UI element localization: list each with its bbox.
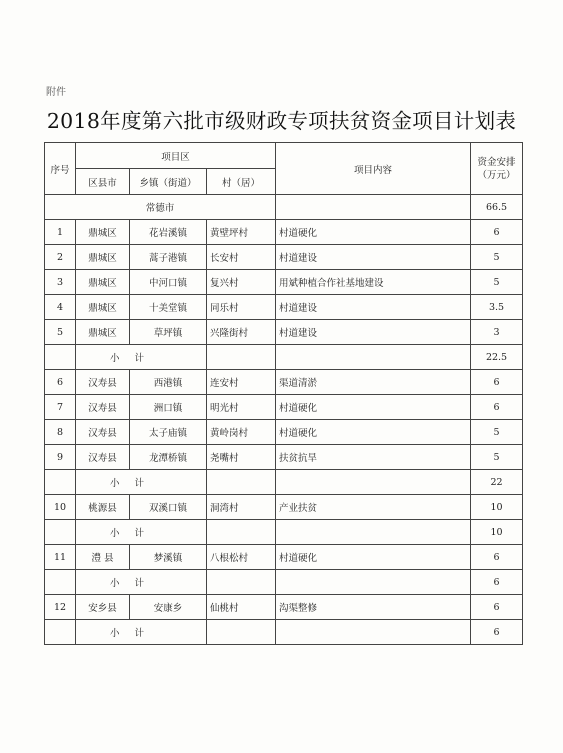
header-area: 项目区 bbox=[76, 143, 276, 169]
subtotal-amount: 10 bbox=[471, 520, 523, 545]
content-cell: 村道建设 bbox=[276, 320, 471, 345]
village-cell: 洞湾村 bbox=[207, 495, 276, 520]
amount-cell: 6 bbox=[471, 370, 523, 395]
header-content: 项目内容 bbox=[276, 143, 471, 195]
table-body bbox=[45, 195, 523, 645]
attachment-label: 附件 bbox=[46, 87, 66, 98]
subtotal-row bbox=[45, 345, 523, 370]
village-cell: 连安村 bbox=[207, 370, 276, 395]
amount-cell: 6 bbox=[471, 395, 523, 420]
subtotal-amount: 22.5 bbox=[471, 345, 523, 370]
subtotal-amount: 6 bbox=[471, 570, 523, 595]
subtotal-village-cell bbox=[207, 345, 276, 370]
town-cell: 草坪镇 bbox=[130, 320, 207, 345]
table-row bbox=[45, 320, 523, 345]
amount-cell: 5 bbox=[471, 245, 523, 270]
table-row bbox=[45, 545, 523, 570]
county-cell: 鼎城区 bbox=[76, 295, 130, 320]
amount-cell: 10 bbox=[471, 495, 523, 520]
town-cell: 蒿子港镇 bbox=[130, 245, 207, 270]
town-cell: 双溪口镇 bbox=[130, 495, 207, 520]
county-cell: 汉寿县 bbox=[76, 445, 130, 470]
subtotal-seq-cell bbox=[45, 345, 76, 370]
amount-cell: 6 bbox=[471, 220, 523, 245]
content-cell: 用斌种植合作社基地建设 bbox=[276, 270, 471, 295]
town-cell: 梦溪镇 bbox=[130, 545, 207, 570]
table-row bbox=[45, 370, 523, 395]
seq-cell: 2 bbox=[45, 245, 76, 270]
amount-cell: 5 bbox=[471, 445, 523, 470]
amount-cell: 6 bbox=[471, 545, 523, 570]
village-cell: 黄岭岗村 bbox=[207, 420, 276, 445]
county-cell: 汉寿县 bbox=[76, 395, 130, 420]
table-row bbox=[45, 245, 523, 270]
subtotal-content-cell bbox=[276, 470, 471, 495]
seq-cell: 8 bbox=[45, 420, 76, 445]
content-cell: 沟渠整修 bbox=[276, 595, 471, 620]
subtotal-label: 小 计 bbox=[76, 520, 207, 545]
subtotal-amount: 6 bbox=[471, 620, 523, 645]
table-row bbox=[45, 270, 523, 295]
content-cell: 扶贫抗旱 bbox=[276, 445, 471, 470]
header-seq: 序号 bbox=[45, 143, 76, 195]
table-row bbox=[45, 420, 523, 445]
content-cell: 村道硬化 bbox=[276, 395, 471, 420]
subtotal-row bbox=[45, 520, 523, 545]
funds-table bbox=[44, 142, 523, 645]
county-cell: 鼎城区 bbox=[76, 245, 130, 270]
county-cell: 桃源县 bbox=[76, 495, 130, 520]
subtotal-village-cell bbox=[207, 470, 276, 495]
table-row bbox=[45, 395, 523, 420]
county-cell: 鼎城区 bbox=[76, 270, 130, 295]
header-town: 乡镇（街道） bbox=[130, 169, 207, 195]
village-cell: 明光村 bbox=[207, 395, 276, 420]
content-cell: 村道硬化 bbox=[276, 220, 471, 245]
county-cell: 鼎城区 bbox=[76, 220, 130, 245]
town-cell: 中河口镇 bbox=[130, 270, 207, 295]
header-village: 村（居） bbox=[207, 169, 276, 195]
page-title: 2018年度第六批市级财政专项扶贫资金项目计划表 bbox=[46, 109, 517, 133]
amount-cell: 3.5 bbox=[471, 295, 523, 320]
village-cell: 同乐村 bbox=[207, 295, 276, 320]
content-cell: 产业扶贫 bbox=[276, 495, 471, 520]
town-cell: 花岩溪镇 bbox=[130, 220, 207, 245]
content-cell: 村道建设 bbox=[276, 245, 471, 270]
city-name: 常德市 bbox=[45, 195, 276, 220]
county-cell: 澧 县 bbox=[76, 545, 130, 570]
county-cell: 鼎城区 bbox=[76, 320, 130, 345]
subtotal-seq-cell bbox=[45, 520, 76, 545]
subtotal-label: 小 计 bbox=[76, 470, 207, 495]
subtotal-content-cell bbox=[276, 570, 471, 595]
table-row bbox=[45, 220, 523, 245]
city-row bbox=[45, 195, 523, 220]
header-funds-line1: 资金安排 bbox=[477, 156, 516, 168]
seq-cell: 12 bbox=[45, 595, 76, 620]
content-cell: 村道硬化 bbox=[276, 545, 471, 570]
village-cell: 尧嘴村 bbox=[207, 445, 276, 470]
town-cell: 太子庙镇 bbox=[130, 420, 207, 445]
county-cell: 安乡县 bbox=[76, 595, 130, 620]
subtotal-seq-cell bbox=[45, 570, 76, 595]
amount-cell: 3 bbox=[471, 320, 523, 345]
content-cell: 村道建设 bbox=[276, 295, 471, 320]
subtotal-label: 小 计 bbox=[76, 345, 207, 370]
subtotal-row bbox=[45, 620, 523, 645]
subtotal-content-cell bbox=[276, 520, 471, 545]
header-funds-line2: （万元） bbox=[477, 169, 516, 181]
seq-cell: 6 bbox=[45, 370, 76, 395]
subtotal-label: 小 计 bbox=[76, 570, 207, 595]
village-cell: 八根松村 bbox=[207, 545, 276, 570]
subtotal-row bbox=[45, 570, 523, 595]
village-cell: 长安村 bbox=[207, 245, 276, 270]
town-cell: 西港镇 bbox=[130, 370, 207, 395]
subtotal-village-cell bbox=[207, 520, 276, 545]
seq-cell: 11 bbox=[45, 545, 76, 570]
amount-cell: 6 bbox=[471, 595, 523, 620]
seq-cell: 10 bbox=[45, 495, 76, 520]
seq-cell: 3 bbox=[45, 270, 76, 295]
header-funds bbox=[471, 143, 523, 195]
subtotal-label: 小 计 bbox=[76, 620, 207, 645]
village-cell: 仙桃村 bbox=[207, 595, 276, 620]
village-cell: 黄壁坪村 bbox=[207, 220, 276, 245]
table-row bbox=[45, 495, 523, 520]
subtotal-amount: 22 bbox=[471, 470, 523, 495]
table-row bbox=[45, 595, 523, 620]
amount-cell: 5 bbox=[471, 270, 523, 295]
subtotal-seq-cell bbox=[45, 470, 76, 495]
seq-cell: 4 bbox=[45, 295, 76, 320]
subtotal-seq-cell bbox=[45, 620, 76, 645]
city-amount: 66.5 bbox=[471, 195, 523, 220]
seq-cell: 7 bbox=[45, 395, 76, 420]
village-cell: 兴隆街村 bbox=[207, 320, 276, 345]
village-cell: 复兴村 bbox=[207, 270, 276, 295]
town-cell: 洲口镇 bbox=[130, 395, 207, 420]
county-cell: 汉寿县 bbox=[76, 420, 130, 445]
header-county: 区县市 bbox=[76, 169, 130, 195]
subtotal-content-cell bbox=[276, 620, 471, 645]
county-cell: 汉寿县 bbox=[76, 370, 130, 395]
subtotal-village-cell bbox=[207, 620, 276, 645]
content-cell: 渠道清淤 bbox=[276, 370, 471, 395]
table-row bbox=[45, 445, 523, 470]
subtotal-row bbox=[45, 470, 523, 495]
content-cell: 村道硬化 bbox=[276, 420, 471, 445]
seq-cell: 5 bbox=[45, 320, 76, 345]
subtotal-content-cell bbox=[276, 345, 471, 370]
subtotal-village-cell bbox=[207, 570, 276, 595]
town-cell: 十美堂镇 bbox=[130, 295, 207, 320]
town-cell: 安康乡 bbox=[130, 595, 207, 620]
seq-cell: 1 bbox=[45, 220, 76, 245]
table-row bbox=[45, 295, 523, 320]
town-cell: 龙潭桥镇 bbox=[130, 445, 207, 470]
seq-cell: 9 bbox=[45, 445, 76, 470]
amount-cell: 5 bbox=[471, 420, 523, 445]
